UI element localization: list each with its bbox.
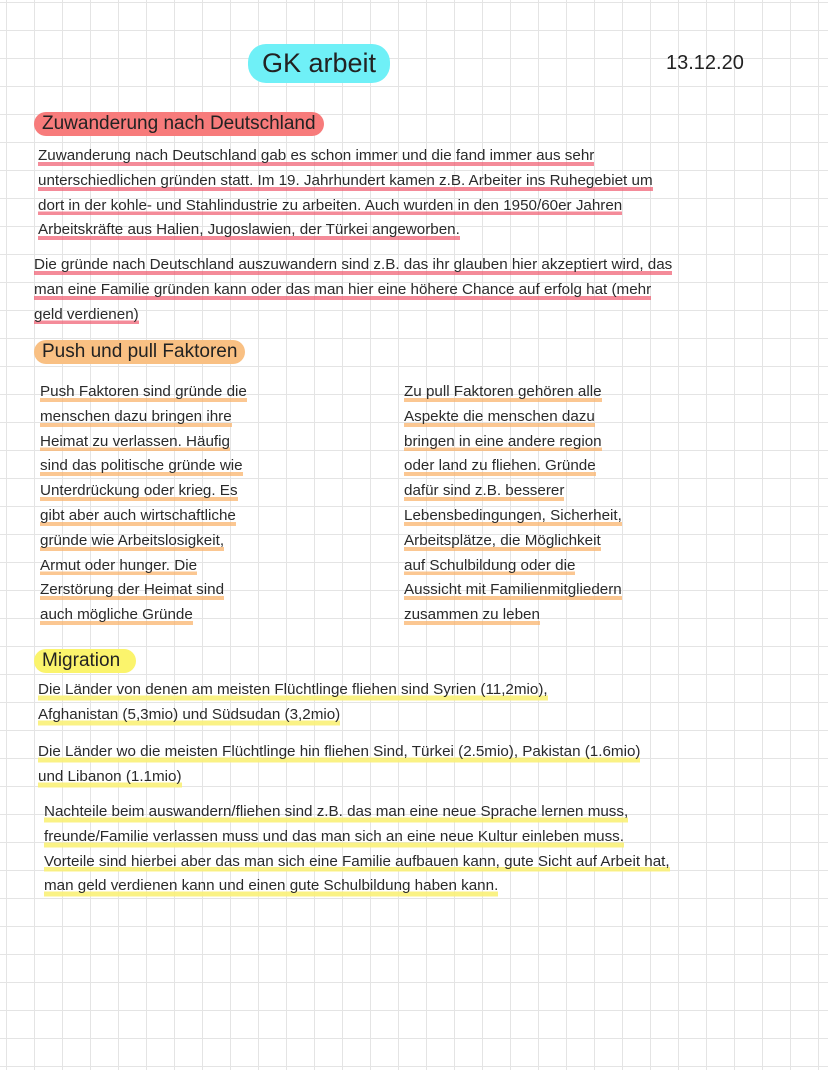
paragraph-gruende [34, 253, 814, 327]
text-line: auch mögliche Gründe [40, 603, 193, 628]
text-line: Afghanistan (5,3mio) und Südsudan (3,2mio) [38, 703, 340, 728]
text-line: man eine Familie gründen kann oder das man hier eine höhere Chance auf erfolg hat (mehr [34, 278, 651, 303]
text-line: menschen dazu bringen ihre [40, 405, 232, 430]
text-line: sind das politische gründe wie [40, 454, 243, 479]
push-factors-column [40, 380, 330, 628]
text-line: unterschiedlichen gründen statt. Im 19. Jahrhundert kamen z.B. Arbeiter ins Ruhegebiet um [38, 169, 653, 194]
text-line: auf Schulbildung oder die [404, 554, 575, 579]
text-line: geld verdienen) [34, 303, 139, 328]
paragraph-aufnahmelaender [38, 740, 808, 790]
heading-zuwanderung: Zuwanderung nach Deutschland [34, 112, 324, 136]
text-line: Unterdrückung oder krieg. Es [40, 479, 238, 504]
text-line: Die Länder wo die meisten Flüchtlinge hin fliehen Sind, Türkei (2.5mio), Pakistan (1.6mio) [38, 740, 640, 765]
page-title: GK arbeit [248, 44, 390, 83]
text-line: freunde/Familie verlassen muss und das man sich an eine neue Kultur einleben muss. [44, 825, 624, 850]
text-line: Arbeitskräfte aus Halien, Jugoslawien, der Türkei angeworben. [38, 218, 460, 243]
text-line: man geld verdienen kann und einen gute Schulbildung haben kann. [44, 874, 498, 899]
text-line: Zu pull Faktoren gehören alle [404, 380, 602, 405]
text-line: oder land zu fliehen. Gründe [404, 454, 596, 479]
text-line: bringen in eine andere region [404, 430, 602, 455]
text-line: Aussicht mit Familienmitgliedern [404, 578, 622, 603]
date-label: 13.12.20 [666, 52, 744, 74]
paragraph-zuwanderung [38, 144, 798, 243]
text-line: gibt aber auch wirtschaftliche [40, 504, 236, 529]
text-line: gründe wie Arbeitslosigkeit, [40, 529, 224, 554]
heading-push-pull: Push und pull Faktoren [34, 340, 245, 364]
heading-migration: Migration [34, 649, 136, 673]
paragraph-vor-nachteile [44, 800, 820, 899]
pull-factors-column [404, 380, 694, 628]
text-line: Die gründe nach Deutschland auszuwandern sind z.B. das ihr glauben hier akzeptiert wird, das [34, 253, 672, 278]
text-line: Die Länder von denen am meisten Flüchtlinge fliehen sind Syrien (11,2mio), [38, 678, 548, 703]
text-line: Arbeitsplätze, die Möglichkeit [404, 529, 601, 554]
text-line: Vorteile sind hierbei aber das man sich eine Familie aufbauen kann, gute Sicht auf Arbeit hat, [44, 850, 670, 875]
text-line: Heimat zu verlassen. Häufig [40, 430, 230, 455]
text-line: und Libanon (1.1mio) [38, 765, 182, 790]
text-line: dort in der kohle- und Stahlindustrie zu arbeiten. Auch wurden in den 1950/60er Jahren [38, 194, 622, 219]
text-line: Zerstörung der Heimat sind [40, 578, 224, 603]
text-line: dafür sind z.B. besserer [404, 479, 564, 504]
text-line: Armut oder hunger. Die [40, 554, 197, 579]
text-line: zusammen zu leben [404, 603, 540, 628]
text-line: Zuwanderung nach Deutschland gab es schon immer und die fand immer aus sehr [38, 144, 594, 169]
paragraph-fluchtlaender [38, 678, 798, 728]
text-line: Push Faktoren sind gründe die [40, 380, 247, 405]
text-line: Lebensbedingungen, Sicherheit, [404, 504, 622, 529]
text-line: Aspekte die menschen dazu [404, 405, 595, 430]
text-line: Nachteile beim auswandern/fliehen sind z.B. das man eine neue Sprache lernen muss, [44, 800, 628, 825]
